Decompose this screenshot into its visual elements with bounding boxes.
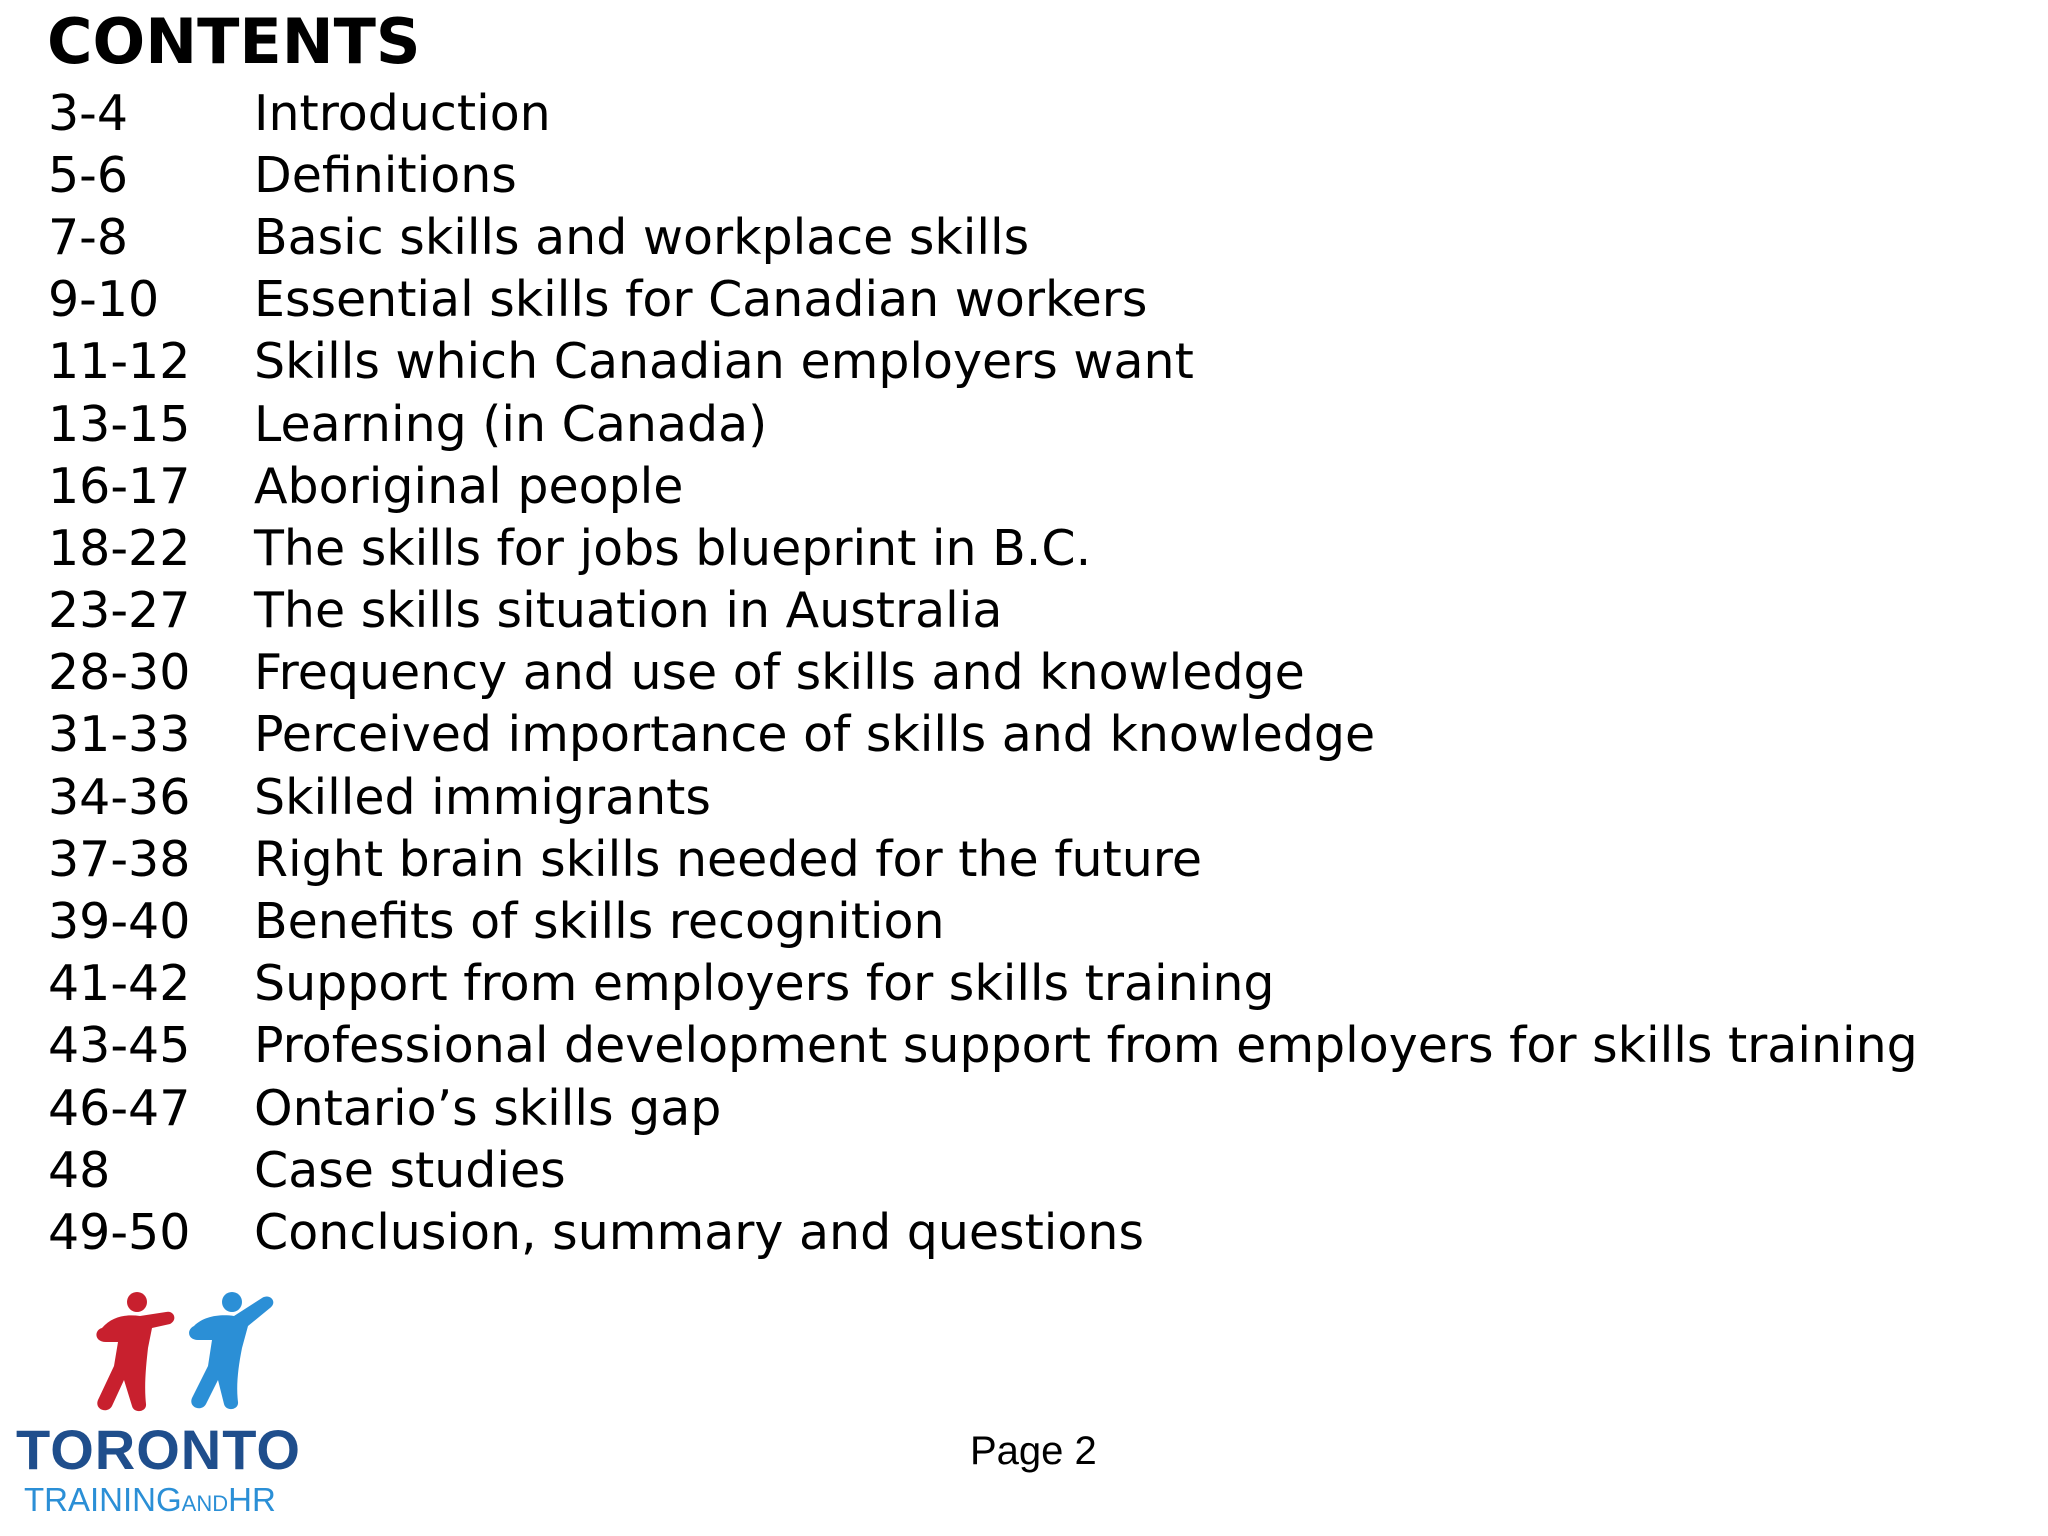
toc-title: Frequency and use of skills and knowledge (254, 644, 1305, 702)
toc-entry (48, 766, 1948, 828)
logo-subtitle-and: AND (181, 1491, 229, 1516)
toc-page-range: 28-30 (48, 644, 191, 702)
toc-entry (48, 206, 1948, 268)
toc-page-range: 41-42 (48, 955, 191, 1013)
toc-title: Basic skills and workplace skills (254, 208, 1030, 266)
toc-title: Learning (in Canada) (254, 395, 768, 453)
page-number: Page 2 (970, 1429, 1097, 1473)
toc-page-range: 13-15 (48, 395, 191, 453)
toc-page-range: 43-45 (48, 1017, 191, 1075)
toc-page-range: 48 (48, 1141, 111, 1199)
toc-title: Introduction (254, 84, 551, 142)
toc-entry (48, 269, 1948, 331)
toc-title: Professional development support from employers for skills training (254, 1017, 1918, 1075)
toc-title: Perceived importance of skills and knowledge (254, 706, 1376, 764)
page-title: CONTENTS (47, 5, 421, 78)
toc-title: Right brain skills needed for the future (254, 830, 1202, 888)
toc-page-range: 18-22 (48, 519, 191, 577)
toc-page-range: 39-40 (48, 893, 191, 951)
toc-entry (48, 1015, 1948, 1077)
toc-title: Definitions (254, 146, 517, 204)
logo-wordmark: TORONTO (16, 1418, 301, 1481)
toc-page-range: 49-50 (48, 1203, 191, 1261)
logo-subtitle-hr: HR (228, 1481, 276, 1518)
toc-page-range: 34-36 (48, 768, 191, 826)
toc-page-range: 37-38 (48, 830, 191, 888)
toc-title: Benefits of skills recognition (254, 893, 945, 951)
toc-entry (48, 1201, 1948, 1263)
toc-entry (48, 1077, 1948, 1139)
toc-entry (48, 331, 1948, 393)
toc-entry (48, 890, 1948, 952)
toc-page-range: 46-47 (48, 1079, 191, 1137)
toc-page-range: 16-17 (48, 457, 191, 515)
toc-page-range: 7-8 (48, 208, 129, 266)
toc-title: Ontario’s skills gap (254, 1079, 722, 1137)
company-logo (12, 1290, 312, 1524)
toc-entry (48, 580, 1948, 642)
toc-title: Skilled immigrants (254, 768, 711, 826)
toc-entry (48, 517, 1948, 579)
toc-entry (48, 1139, 1948, 1201)
toc-page-range: 5-6 (48, 146, 129, 204)
toc-entry (48, 704, 1948, 766)
toc-entry (48, 82, 1948, 144)
toc-title: Conclusion, summary and questions (254, 1203, 1144, 1261)
table-of-contents (48, 82, 1948, 1264)
toc-title: Skills which Canadian employers want (254, 333, 1194, 391)
logo-subtitle-training: TRAINING (24, 1481, 182, 1518)
toc-entry (48, 953, 1948, 1015)
toc-page-range: 31-33 (48, 706, 191, 764)
logo-subtitle (24, 1482, 276, 1522)
toc-title: The skills situation in Australia (254, 582, 1003, 640)
toc-page-range: 11-12 (48, 333, 191, 391)
toc-entry (48, 642, 1948, 704)
toc-title: Aboriginal people (254, 457, 684, 515)
toc-title: The skills for jobs blueprint in B.C. (254, 519, 1092, 577)
toc-title: Support from employers for skills training (254, 955, 1275, 1013)
toc-entry (48, 828, 1948, 890)
toc-page-range: 23-27 (48, 582, 191, 640)
toc-entry (48, 393, 1948, 455)
two-figures-logo-icon (82, 1290, 282, 1415)
toc-title: Case studies (254, 1141, 566, 1199)
toc-entry (48, 144, 1948, 206)
toc-title: Essential skills for Canadian workers (254, 271, 1148, 329)
toc-page-range: 9-10 (48, 271, 160, 329)
toc-page-range: 3-4 (48, 84, 129, 142)
toc-entry (48, 455, 1948, 517)
